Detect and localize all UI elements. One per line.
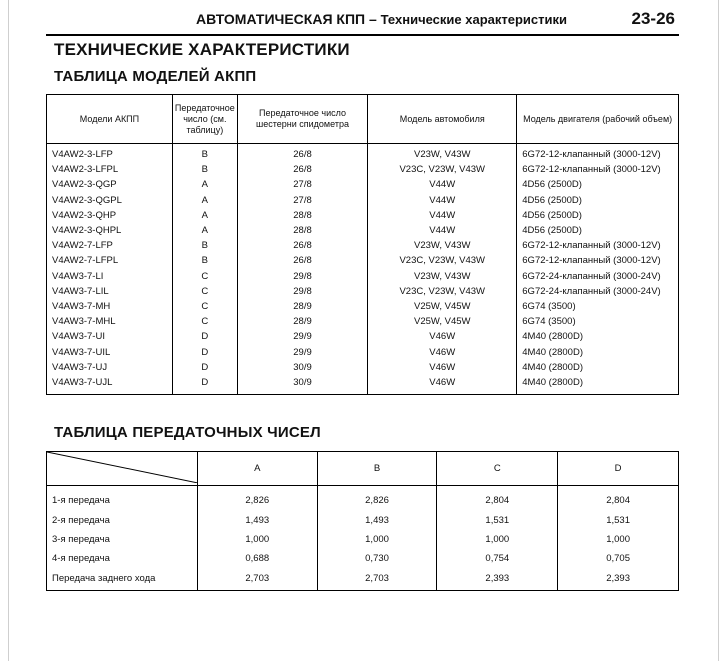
gear-label-cell: 2-я передача bbox=[47, 510, 198, 529]
engine-model-cell: 6G72-24-клапанный (3000-24V) bbox=[517, 269, 679, 284]
ratios-header-cell: B bbox=[317, 452, 437, 486]
transmission-model-cell: V4AW3-7-UI bbox=[47, 329, 173, 344]
transmission-model-cell: V4AW3-7-UJL bbox=[47, 375, 173, 395]
ratios-table-title: ТАБЛИЦА ПЕРЕДАТОЧНЫХ ЧИСЕЛ bbox=[54, 424, 321, 441]
gear-ratio-cell: 1,493 bbox=[197, 510, 317, 529]
ratios-table-body bbox=[47, 486, 679, 591]
table-row bbox=[47, 144, 679, 163]
ratio-code-cell: C bbox=[172, 284, 237, 299]
header-title-main: АВТОМАТИЧЕСКАЯ КПП – bbox=[196, 11, 377, 27]
table-row bbox=[47, 360, 679, 375]
engine-model-cell: 6G74 (3500) bbox=[517, 314, 679, 329]
ratio-code-cell: B bbox=[172, 144, 237, 163]
ratio-code-cell: A bbox=[172, 208, 237, 223]
gear-ratio-cell: 1,531 bbox=[558, 510, 679, 529]
table-row bbox=[47, 223, 679, 238]
engine-model-cell: 6G72-12-клапанный (3000-12V) bbox=[517, 253, 679, 268]
ratio-code-cell: A bbox=[172, 223, 237, 238]
table-row bbox=[47, 208, 679, 223]
vehicle-model-cell: V44W bbox=[368, 223, 517, 238]
ratio-code-cell: B bbox=[172, 162, 237, 177]
models-table bbox=[46, 94, 679, 395]
table-row bbox=[47, 569, 679, 591]
speedometer-ratio-cell: 26/8 bbox=[237, 238, 367, 253]
speedometer-ratio-cell: 28/9 bbox=[237, 299, 367, 314]
transmission-model-cell: V4AW3-7-UJ bbox=[47, 360, 173, 375]
models-header-cell: Модель двигателя (рабочий объем) bbox=[517, 95, 679, 144]
table-row bbox=[47, 375, 679, 395]
gear-ratio-cell: 2,804 bbox=[437, 486, 558, 511]
engine-model-cell: 4D56 (2500D) bbox=[517, 193, 679, 208]
vehicle-model-cell: V23W, V43W bbox=[368, 238, 517, 253]
transmission-model-cell: V4AW3-7-UIL bbox=[47, 344, 173, 359]
models-table-body bbox=[47, 144, 679, 395]
speedometer-ratio-cell: 26/8 bbox=[237, 253, 367, 268]
speedometer-ratio-cell: 27/8 bbox=[237, 177, 367, 192]
ratio-code-cell: A bbox=[172, 193, 237, 208]
gear-label-cell: 3-я передача bbox=[47, 530, 198, 549]
speedometer-ratio-cell: 28/9 bbox=[237, 314, 367, 329]
engine-model-cell: 6G72-12-клапанный (3000-12V) bbox=[517, 144, 679, 163]
gear-ratio-cell: 0,754 bbox=[437, 549, 558, 568]
vehicle-model-cell: V44W bbox=[368, 208, 517, 223]
table-row bbox=[47, 486, 679, 511]
models-header-cell: Модель автомобиля bbox=[368, 95, 517, 144]
table-row bbox=[47, 549, 679, 568]
engine-model-cell: 6G72-12-клапанный (3000-12V) bbox=[517, 162, 679, 177]
ratio-code-cell: B bbox=[172, 253, 237, 268]
gear-ratio-cell: 2,393 bbox=[558, 569, 679, 591]
gear-ratio-cell: 1,000 bbox=[437, 530, 558, 549]
table-row bbox=[47, 253, 679, 268]
engine-model-cell: 6G74 (3500) bbox=[517, 299, 679, 314]
gear-label-cell: 4-я передача bbox=[47, 549, 198, 568]
transmission-model-cell: V4AW2-7-LFPL bbox=[47, 253, 173, 268]
ratios-table bbox=[46, 451, 679, 591]
speedometer-ratio-cell: 29/9 bbox=[237, 329, 367, 344]
ratio-code-cell: C bbox=[172, 314, 237, 329]
vehicle-model-cell: V44W bbox=[368, 177, 517, 192]
engine-model-cell: 4D56 (2500D) bbox=[517, 208, 679, 223]
models-table-title: ТАБЛИЦА МОДЕЛЕЙ АКПП bbox=[54, 68, 257, 85]
table-row bbox=[47, 284, 679, 299]
ratios-header-cell: C bbox=[437, 452, 558, 486]
speedometer-ratio-cell: 30/9 bbox=[237, 375, 367, 395]
vehicle-model-cell: V25W, V45W bbox=[368, 299, 517, 314]
speedometer-ratio-cell: 28/8 bbox=[237, 223, 367, 238]
section-title: ТЕХНИЧЕСКИЕ ХАРАКТЕРИСТИКИ bbox=[54, 40, 350, 59]
table-row bbox=[47, 314, 679, 329]
table-row bbox=[47, 344, 679, 359]
ratios-header-cell: D bbox=[558, 452, 679, 486]
gear-ratio-cell: 2,826 bbox=[317, 486, 437, 511]
page-number: 23-26 bbox=[631, 9, 675, 28]
ratio-code-cell: A bbox=[172, 177, 237, 192]
ratio-code-cell: D bbox=[172, 329, 237, 344]
speedometer-ratio-cell: 26/8 bbox=[237, 144, 367, 163]
ratios-table-header-row bbox=[47, 452, 679, 486]
gear-ratio-cell: 2,703 bbox=[317, 569, 437, 591]
engine-model-cell: 6G72-12-клапанный (3000-12V) bbox=[517, 238, 679, 253]
speedometer-ratio-cell: 29/8 bbox=[237, 269, 367, 284]
transmission-model-cell: V4AW2-3-QHP bbox=[47, 208, 173, 223]
gear-ratio-cell: 2,393 bbox=[437, 569, 558, 591]
engine-model-cell: 4D56 (2500D) bbox=[517, 177, 679, 192]
vehicle-model-cell: V46W bbox=[368, 329, 517, 344]
ratios-corner-cell bbox=[47, 452, 198, 486]
transmission-model-cell: V4AW2-3-QGP bbox=[47, 177, 173, 192]
vehicle-model-cell: V46W bbox=[368, 375, 517, 395]
header-subtitle: Технические характеристики bbox=[380, 12, 567, 27]
transmission-model-cell: V4AW3-7-MH bbox=[47, 299, 173, 314]
table-row bbox=[47, 193, 679, 208]
transmission-model-cell: V4AW3-7-MHL bbox=[47, 314, 173, 329]
gear-ratio-cell: 0,730 bbox=[317, 549, 437, 568]
engine-model-cell: 4M40 (2800D) bbox=[517, 329, 679, 344]
ratio-code-cell: C bbox=[172, 269, 237, 284]
gear-ratio-cell: 0,705 bbox=[558, 549, 679, 568]
gear-ratio-cell: 2,703 bbox=[197, 569, 317, 591]
ratio-code-cell: D bbox=[172, 344, 237, 359]
ratio-code-cell: C bbox=[172, 299, 237, 314]
gear-ratio-cell: 2,826 bbox=[197, 486, 317, 511]
vehicle-model-cell: V46W bbox=[368, 360, 517, 375]
models-header-cell: Модели АКПП bbox=[47, 95, 173, 144]
transmission-model-cell: V4AW3-7-LI bbox=[47, 269, 173, 284]
transmission-model-cell: V4AW2-3-LFPL bbox=[47, 162, 173, 177]
header-title bbox=[196, 11, 567, 27]
speedometer-ratio-cell: 28/8 bbox=[237, 208, 367, 223]
gear-ratio-cell: 1,531 bbox=[437, 510, 558, 529]
table-row bbox=[47, 299, 679, 314]
table-row bbox=[47, 162, 679, 177]
ratios-header-cell: A bbox=[197, 452, 317, 486]
transmission-model-cell: V4AW2-7-LFP bbox=[47, 238, 173, 253]
page-header bbox=[46, 8, 679, 36]
gear-ratio-cell: 1,493 bbox=[317, 510, 437, 529]
ratio-code-cell: D bbox=[172, 375, 237, 395]
vehicle-model-cell: V44W bbox=[368, 193, 517, 208]
gear-ratio-cell: 0,688 bbox=[197, 549, 317, 568]
transmission-model-cell: V4AW2-3-QGPL bbox=[47, 193, 173, 208]
gear-label-cell: Передача заднего хода bbox=[47, 569, 198, 591]
engine-model-cell: 6G72-24-клапанный (3000-24V) bbox=[517, 284, 679, 299]
speedometer-ratio-cell: 29/8 bbox=[237, 284, 367, 299]
vehicle-model-cell: V23W, V43W bbox=[368, 269, 517, 284]
table-row bbox=[47, 530, 679, 549]
ratio-code-cell: D bbox=[172, 360, 237, 375]
gear-label-cell: 1-я передача bbox=[47, 486, 198, 511]
speedometer-ratio-cell: 27/8 bbox=[237, 193, 367, 208]
speedometer-ratio-cell: 26/8 bbox=[237, 162, 367, 177]
gear-ratio-cell: 1,000 bbox=[317, 530, 437, 549]
engine-model-cell: 4M40 (2800D) bbox=[517, 344, 679, 359]
vehicle-model-cell: V23C, V23W, V43W bbox=[368, 253, 517, 268]
vehicle-model-cell: V46W bbox=[368, 344, 517, 359]
vehicle-model-cell: V23C, V23W, V43W bbox=[368, 162, 517, 177]
engine-model-cell: 4M40 (2800D) bbox=[517, 360, 679, 375]
engine-model-cell: 4M40 (2800D) bbox=[517, 375, 679, 395]
transmission-model-cell: V4AW3-7-LIL bbox=[47, 284, 173, 299]
vehicle-model-cell: V25W, V45W bbox=[368, 314, 517, 329]
gear-ratio-cell: 1,000 bbox=[558, 530, 679, 549]
diagonal-line bbox=[47, 452, 198, 483]
vehicle-model-cell: V23W, V43W bbox=[368, 144, 517, 163]
table-row bbox=[47, 329, 679, 344]
ratio-code-cell: B bbox=[172, 238, 237, 253]
table-row bbox=[47, 177, 679, 192]
models-header-cell: Передаточное число шестерни спидометра bbox=[237, 95, 367, 144]
engine-model-cell: 4D56 (2500D) bbox=[517, 223, 679, 238]
transmission-model-cell: V4AW2-3-QHPL bbox=[47, 223, 173, 238]
gear-ratio-cell: 2,804 bbox=[558, 486, 679, 511]
speedometer-ratio-cell: 30/9 bbox=[237, 360, 367, 375]
table-row bbox=[47, 238, 679, 253]
models-header-cell: Передаточное число (см. таблицу) bbox=[172, 95, 237, 144]
speedometer-ratio-cell: 29/9 bbox=[237, 344, 367, 359]
table-row bbox=[47, 510, 679, 529]
table-row bbox=[47, 269, 679, 284]
models-table-header-row bbox=[47, 95, 679, 144]
transmission-model-cell: V4AW2-3-LFP bbox=[47, 144, 173, 163]
gear-ratio-cell: 1,000 bbox=[197, 530, 317, 549]
vehicle-model-cell: V23C, V23W, V43W bbox=[368, 284, 517, 299]
